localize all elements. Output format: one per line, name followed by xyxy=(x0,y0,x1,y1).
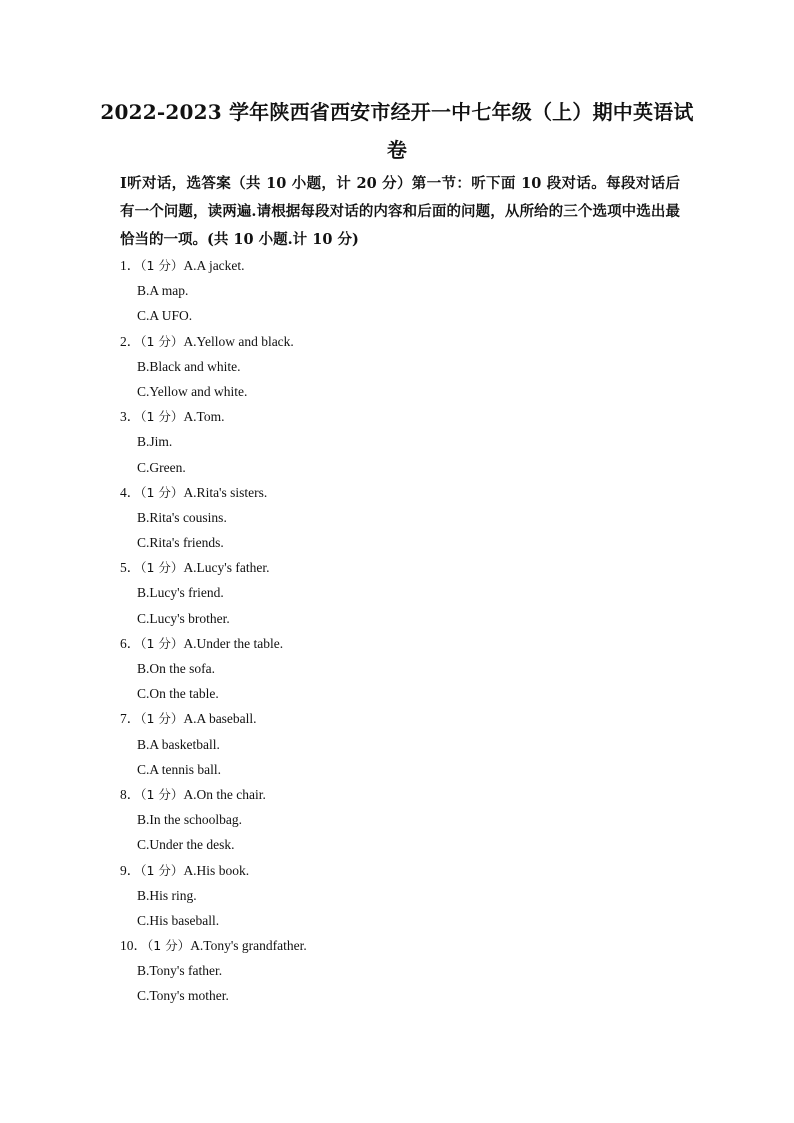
option-b: B.A map. xyxy=(137,283,189,299)
option-a: A.Rita's sisters. xyxy=(183,484,268,500)
question-list xyxy=(120,253,680,1009)
question-number: 6． xyxy=(120,635,141,651)
option-c: C.A tennis ball. xyxy=(137,761,221,777)
question-number: 9． xyxy=(120,862,141,878)
option-a: A.Under the table. xyxy=(183,635,284,651)
option-b: B.Black and white. xyxy=(137,358,241,374)
option-a: A.Yellow and black. xyxy=(183,333,294,349)
question-line xyxy=(120,329,680,354)
option-b: B.In the schoolbag. xyxy=(137,812,242,828)
question-line xyxy=(120,782,680,807)
option-c: C.Green. xyxy=(137,459,186,475)
section-heading: I听对话，选答案（共 10 小题，计 20 分）第一节：听下面 10 段对话。每段对话后有一个问题，读两遍.请根据每段对话的内容和后面的问题，从所给的三个选项中选出最恰当的一项。(共 10 小题.计 10 分) xyxy=(120,175,680,248)
option-b: B.Tony's father. xyxy=(137,963,223,979)
option-c: C.Yellow and white. xyxy=(137,383,248,399)
option-c: C.Tony's mother. xyxy=(137,988,229,1004)
option-b: B.Jim. xyxy=(137,434,173,450)
question-score: （1 分） xyxy=(140,862,184,878)
option-b: B.A basketball. xyxy=(137,736,220,752)
question-number: 2． xyxy=(120,333,141,349)
option-a: A.A baseball. xyxy=(183,711,257,727)
question-item xyxy=(120,858,680,934)
option-b: B.Lucy's friend. xyxy=(137,585,224,601)
option-c: C.Under the desk. xyxy=(137,837,235,853)
option-b: B.His ring. xyxy=(137,887,197,903)
question-line xyxy=(120,480,680,505)
question-number: 8． xyxy=(120,786,141,802)
question-number: 10． xyxy=(120,938,147,954)
question-score: （1 分） xyxy=(140,560,184,576)
option-b: B.Rita's cousins. xyxy=(137,509,227,525)
option-a: A.Lucy's father. xyxy=(183,560,270,576)
exam-title: 2022-2023 学年陕西省西安市经开一中七年级（上）期中英语试卷 xyxy=(100,100,694,162)
question-line xyxy=(120,404,680,429)
question-item xyxy=(120,404,680,480)
option-c: C.Rita's friends. xyxy=(137,535,224,551)
option-c: C.On the table. xyxy=(137,686,219,702)
question-number: 5． xyxy=(120,560,141,576)
question-line xyxy=(120,631,680,656)
question-item xyxy=(120,631,680,707)
question-number: 4． xyxy=(120,484,141,500)
question-score: （1 分） xyxy=(140,711,184,727)
question-line xyxy=(120,253,680,278)
option-b: B.On the sofa. xyxy=(137,661,215,676)
option-c: C.A UFO. xyxy=(137,308,193,324)
question-item xyxy=(120,329,680,405)
option-a: A.Tony's grandfather. xyxy=(190,938,307,954)
question-line xyxy=(120,706,680,731)
question-number: 1． xyxy=(120,258,141,273)
question-score: （1 分） xyxy=(140,786,184,802)
option-a: A.His book. xyxy=(183,862,250,878)
option-a: A.Tom. xyxy=(183,409,225,425)
question-item xyxy=(120,706,680,782)
question-number: 3． xyxy=(120,409,141,425)
question-number: 7． xyxy=(120,711,141,727)
question-item xyxy=(120,782,680,858)
question-item xyxy=(120,555,680,631)
option-a: A.A jacket. xyxy=(183,258,245,273)
question-score: （1 分） xyxy=(140,409,184,425)
question-item xyxy=(120,480,680,556)
question-line xyxy=(120,858,680,883)
question-item xyxy=(120,253,680,329)
question-line xyxy=(120,555,680,580)
option-c: C.Lucy's brother. xyxy=(137,610,230,626)
question-score: （1 分） xyxy=(147,938,191,954)
option-a: A.On the chair. xyxy=(183,786,266,802)
question-score: （1 分） xyxy=(140,635,184,651)
question-item xyxy=(120,933,680,1009)
question-line xyxy=(120,933,680,958)
question-score: （1 分） xyxy=(140,333,184,349)
question-score: （1 分） xyxy=(140,484,184,500)
question-score: （1 分） xyxy=(140,258,184,273)
option-c: C.His baseball. xyxy=(137,912,220,928)
